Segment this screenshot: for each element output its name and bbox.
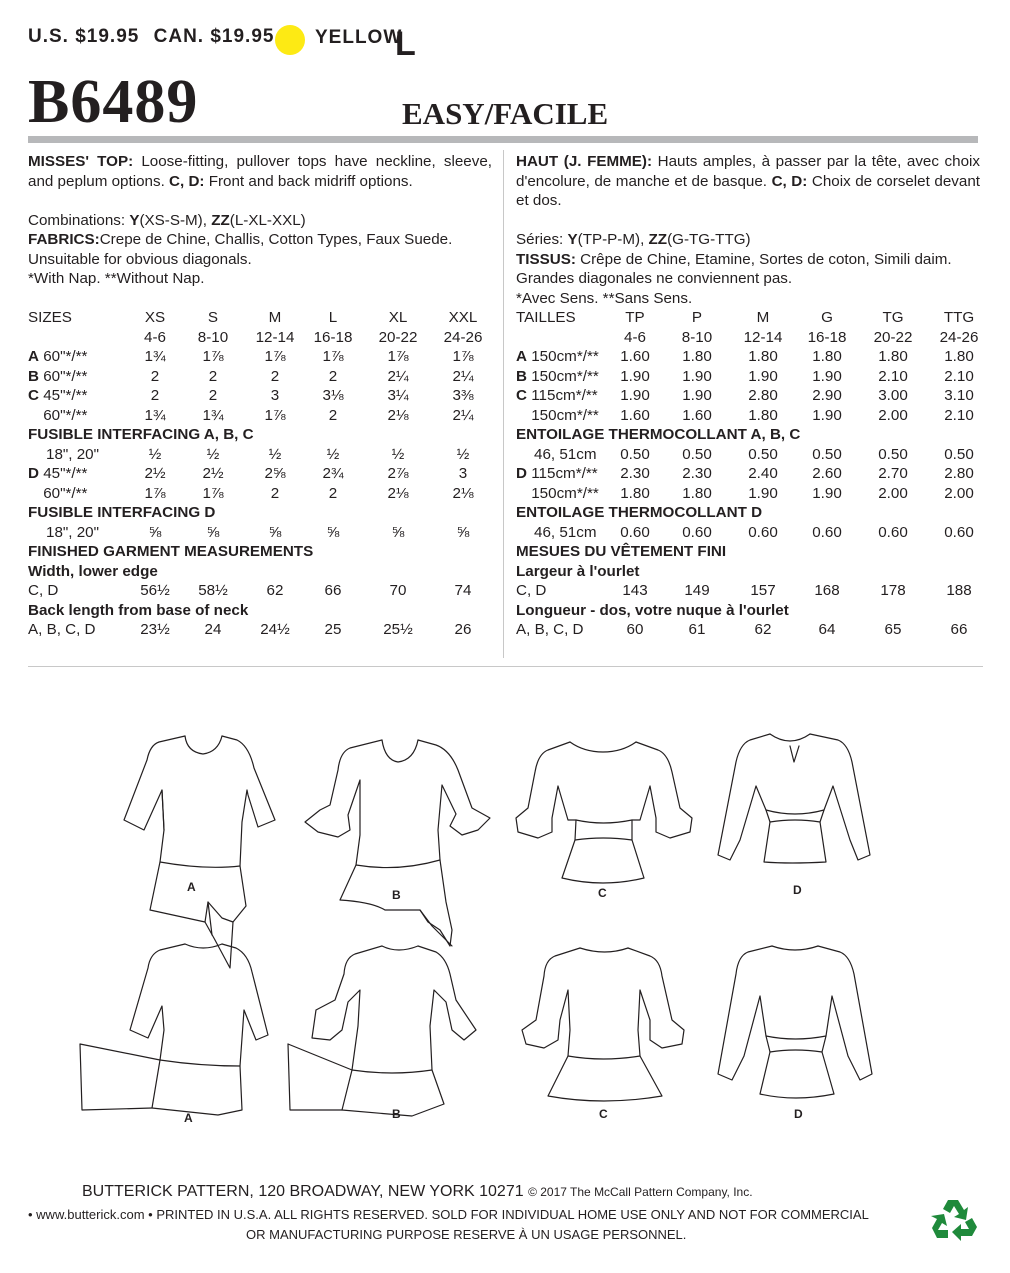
table-cell: 3.00 [878,387,908,404]
view-letter: D [516,465,527,482]
french-unsuitable: Grandes diagonales ne conviennent pas. [516,270,793,287]
table-cell: 1.90 [812,406,842,424]
table-cell: XL [388,309,408,326]
table-cell: 1.80 [682,484,712,502]
table-cell: 2⅞ [387,465,409,482]
view-b-back-drawing [288,946,476,1116]
view-d-back-drawing [718,946,872,1098]
table-cell: 2 [270,484,280,502]
table-cell: 3⅜ [452,387,474,404]
english-nap-note: *With Nap. **Without Nap. [28,270,205,287]
table-cell: 62 [266,582,284,599]
table-cell: 2 [270,367,280,385]
row-label: A, B, C, D [516,621,584,638]
table-cell: 1.80 [748,348,778,365]
table-cell: 70 [389,582,407,599]
english-description: MISSES' TOP: Loose-fitting, pullover tops have neckline, sleeve, and peplum options. C, D: Front and back midriff options. [28,153,492,190]
table-cell: TG [882,309,904,326]
table-cell: L [328,309,338,326]
french-description: HAUT (J. FEMME): Hauts amples, à passer par la tête, avec choix d'encolure, de manche et de basque. C, D: Choix de corselet devant et dos. [516,153,980,209]
table-cell: 178 [880,582,906,599]
view-label-b-back: B [392,1107,401,1121]
table-cell: 1.60 [682,406,712,424]
french-column [516,152,980,640]
length-label [28,601,492,621]
view-a-back-drawing [80,944,268,1115]
price-can: CAN. $19.95 [153,26,275,47]
table-cell: 2⅛ [452,484,474,502]
table-cell: 1⅞ [387,348,409,365]
row-label: C, D [28,582,59,599]
table-cell: 25 [324,621,342,638]
view-b-front-drawing [305,740,490,946]
view-label-c-front: C [598,886,607,900]
recycle-icon [928,1196,980,1246]
table-cell: ½ [326,445,340,463]
table-cell: 2.30 [682,465,712,482]
table-cell: 188 [946,582,972,599]
row-label [28,484,87,504]
table-cell: 2.70 [878,465,908,482]
row-label: Back length from base of neck [28,601,249,619]
fabric-width: 60"*/** [43,484,88,502]
table-cell: ½ [206,445,220,463]
table-cell: 2¼ [452,367,474,385]
table-cell: 2 [208,367,218,385]
table-cell: 24½ [260,621,290,638]
table-cell: 1¾ [144,406,166,424]
table-cell: 60 [626,621,644,638]
table-cell: XS [144,309,166,326]
table-cell: 2¼ [387,367,409,385]
width-label [28,562,492,582]
row-label [28,367,87,387]
row-label [28,406,87,426]
interfacing-d-row [516,523,980,543]
table-cell: 0.50 [620,445,650,463]
table-cell: 2.90 [812,387,842,404]
view-letter: B [516,367,527,385]
table-cell: 2.80 [944,465,974,482]
row-label: Longueur - dos, votre nuque à l'ourlet [516,601,789,619]
table-cell: 2.60 [812,465,842,482]
table-cell: 157 [750,582,776,599]
interfacing-d-row [28,523,492,543]
table-cell: 61 [688,621,706,638]
table-cell: ½ [391,445,405,463]
table-cell: 1.80 [812,348,842,365]
fabric-width: 115cm*/** [531,387,598,404]
table-cell: 66 [324,582,342,599]
table-cell: 2½ [202,465,224,482]
table-cell: 2 [328,406,338,424]
table-cell: 0.60 [748,523,778,541]
table-bottom-rule [28,666,983,667]
view-d-front-drawing [718,734,870,863]
fabric-width: 150cm*/** [531,367,599,385]
row-label: A, B, C, D [28,621,96,638]
table-cell: 1¾ [144,348,166,365]
row-label [516,386,598,406]
table-cell: S [207,309,219,326]
table-cell: 3 [458,465,468,482]
website-link[interactable]: www.butterick.com [36,1207,145,1222]
sizes-header-row [516,308,980,328]
table-cell: 1.80 [878,348,908,365]
row-label [516,347,599,367]
table-cell: 3.10 [944,387,974,404]
view-c-front-drawing [516,742,692,883]
row-label: 18", 20" [46,523,100,541]
table-cell: ½ [268,445,282,463]
table-cell: 64 [818,621,836,638]
yardage-row [516,347,980,367]
table-cell: 0.60 [944,523,974,541]
table-cell: 1⅞ [202,484,224,502]
yardage-row [28,406,492,426]
yardage-row-d [28,464,492,484]
english-yardage-table [28,308,492,640]
interfacing-d-header [28,503,492,523]
table-cell: 8-10 [681,328,713,346]
view-letter: C [516,387,527,404]
table-cell: 0.50 [812,445,842,463]
table-cell: 3 [270,387,280,404]
table-cell: 4-6 [624,328,646,346]
table-cell: 143 [622,582,648,599]
interfacing-abc-header [516,425,980,445]
table-cell: P [691,309,703,326]
table-cell: 2¾ [322,465,344,482]
table-cell: 1.90 [620,367,650,385]
view-c-back-drawing [522,948,684,1101]
price-us: U.S. $19.95 [28,26,140,47]
interfacing-d-header [516,503,980,523]
row-label: ENTOILAGE THERMOCOLLANT D [516,504,763,521]
table-cell: 0.50 [944,445,974,463]
view-label-d-back: D [794,1107,803,1121]
technical-drawings [0,690,1010,1160]
table-cell: ½ [456,445,470,463]
table-cell: 0.60 [620,523,650,541]
table-cell: 2.00 [878,484,908,502]
row-label: SIZES [28,309,72,326]
row-label: MESUES DU VÊTEMENT FINI [516,543,727,560]
table-cell: TTG [943,309,975,326]
table-cell: 1⅞ [452,348,474,365]
table-cell: 1⅞ [322,348,344,365]
english-unsuitable: Unsuitable for obvious diagonals. [28,250,252,268]
pattern-number: B6489 [28,68,199,136]
table-cell: 1.80 [748,406,778,424]
length-row [516,620,980,640]
table-cell: 2 [328,484,338,502]
table-cell: 2.00 [944,484,974,502]
table-cell: 2⅛ [387,484,409,502]
size-code: L [395,25,416,63]
table-cell: 74 [454,582,472,599]
yardage-row [516,386,980,406]
view-letter: A [28,348,39,365]
table-cell: 1⅞ [264,348,286,365]
table-cell: 1.60 [620,348,650,365]
table-cell: 1.90 [682,367,712,385]
size-numbers-row [516,328,980,348]
table-cell: 8-10 [197,328,229,346]
table-cell: 1⅞ [144,484,166,502]
row-label: 46, 51cm [534,445,597,463]
table-cell: 1.60 [620,406,650,424]
table-cell: 149 [684,582,710,599]
table-cell: 56½ [140,582,170,599]
french-combinations: Séries: Y(TP-P-M), ZZ(G-TG-TTG) [516,231,751,248]
footer-rights: • www.butterick.com • PRINTED IN U.S.A. ALL RIGHTS RESERVED. SOLD FOR INDIVIDUAL HOME USE ONLY AND NOT FOR COMMERCIAL [28,1207,869,1222]
table-cell: 3⅛ [322,387,344,404]
fabric-width: 60"*/** [43,348,88,365]
row-label: TAILLES [516,309,576,326]
table-cell: 3¼ [387,387,409,404]
table-cell: 12-14 [743,328,783,346]
price-line [28,26,282,48]
french-nap-note: *Avec Sens. **Sans Sens. [516,289,693,307]
table-cell: 2.30 [620,465,650,482]
table-cell: 2½ [144,465,166,482]
finished-header [28,542,492,562]
table-cell: 20-22 [873,328,913,346]
view-label-a-back: A [184,1111,193,1125]
table-cell: 0.50 [682,445,712,463]
view-label-b-front: B [392,888,401,902]
table-cell: 2 [208,387,218,404]
view-letter: A [516,348,527,365]
sizes-header-row [28,308,492,328]
view-a-front-drawing [124,736,275,968]
table-cell: 66 [950,621,968,638]
yardage-row [516,367,980,387]
row-label: 46, 51cm [534,523,597,541]
yardage-row [516,406,980,426]
finished-header [516,542,980,562]
table-cell: 1.90 [812,484,842,502]
table-cell: G [821,309,833,326]
yardage-row [28,347,492,367]
table-cell: 1.80 [682,348,712,365]
table-cell: 16-18 [807,328,847,346]
row-label [516,406,599,426]
fabric-width: 150cm*/** [531,348,599,365]
view-letter: D [28,465,39,482]
table-cell: ⅝ [326,523,340,541]
table-cell: ⅝ [206,523,220,541]
view-letter: C [28,387,39,404]
size-numbers-row [28,328,492,348]
yardage-row-d [28,484,492,504]
length-label [516,601,980,621]
fabric-width: 115cm*/** [531,465,598,482]
interfacing-abc-header [28,425,492,445]
table-cell: 2¼ [452,406,474,424]
table-cell: 1.90 [682,387,712,404]
table-cell: 2.00 [878,406,908,424]
color-dot [275,25,305,55]
row-label [516,367,599,387]
table-cell: TP [625,309,645,326]
yardage-row-d [516,484,980,504]
table-cell: ⅝ [456,523,470,541]
table-cell: 0.60 [812,523,842,541]
table-cell: 2⅝ [264,465,286,482]
table-cell: 62 [754,621,772,638]
table-cell: 16-18 [313,328,353,346]
table-cell: M [756,309,770,326]
table-cell: 168 [814,582,840,599]
fabric-width: 45"*/** [43,465,88,482]
fabric-width: 150cm*/** [531,484,599,502]
table-cell: 4-6 [144,328,166,346]
table-cell: 1.90 [748,367,778,385]
fabric-width: 60"*/** [43,406,88,424]
fabric-width: 45"*/** [43,387,88,404]
width-label [516,562,980,582]
table-cell: 1.90 [748,484,778,502]
row-label: FINISHED GARMENT MEASUREMENTS [28,543,314,560]
table-cell: 25½ [383,621,413,638]
table-cell: 24-26 [443,328,483,346]
table-cell: 0.50 [748,445,778,463]
table-cell: M [268,309,282,326]
interfacing-abc-row [516,445,980,465]
width-row [516,581,980,601]
french-yardage-table [516,308,980,640]
table-cell: 1⅞ [264,406,286,424]
table-cell: 2.40 [748,465,778,482]
table-cell: ⅝ [148,523,162,541]
table-cell: 58½ [198,582,228,599]
table-cell: 12-14 [255,328,295,346]
table-cell: 24 [204,621,222,638]
fabric-width: 150cm*/** [531,406,599,424]
table-cell: 1.80 [620,484,650,502]
table-cell: 2.10 [878,367,908,385]
row-label [28,464,87,484]
table-cell: 65 [884,621,902,638]
row-label [28,347,87,367]
row-label [516,484,599,504]
table-cell: 26 [454,621,472,638]
width-row [28,581,492,601]
row-label: 18", 20" [46,445,100,463]
fabric-width: 60"*/** [43,367,88,385]
table-cell: ⅝ [268,523,282,541]
table-cell: 0.50 [878,445,908,463]
color-name: YELLOW [315,27,403,48]
table-cell: 2 [150,367,160,385]
yardage-row [28,386,492,406]
row-label: Width, lower edge [28,562,158,580]
difficulty-label: EASY/FACILE [402,96,609,131]
table-cell: 2.10 [944,367,974,385]
table-cell: 1.90 [620,387,650,404]
table-cell: 2⅛ [387,406,409,424]
interfacing-abc-row [28,445,492,465]
view-label-a-front: A [187,880,196,894]
table-cell: 0.60 [682,523,712,541]
table-cell: 2.10 [944,406,974,424]
table-cell: ⅝ [391,523,405,541]
row-label: FUSIBLE INTERFACING D [28,504,216,521]
row-label: FUSIBLE INTERFACING A, B, C [28,426,254,443]
english-combinations: Combinations: Y(XS-S-M), ZZ(L-XL-XXL) [28,211,306,229]
table-cell: 0.60 [878,523,908,541]
header-rule [28,136,978,143]
english-fabrics: FABRICS:Crepe de Chine, Challis, Cotton Types, Faux Suede. [28,231,453,248]
row-label [516,464,598,484]
english-column [28,152,492,640]
table-cell: 23½ [140,621,170,638]
length-row [28,620,492,640]
row-label [28,386,87,406]
table-cell: 1¾ [202,406,224,424]
table-cell: 1.80 [944,348,974,365]
table-cell: XXL [448,309,478,326]
table-cell: 20-22 [378,328,418,346]
footer-address: BUTTERICK PATTERN, 120 BROADWAY, NEW YORK 10271 © 2017 The McCall Pattern Company, Inc. [82,1183,753,1200]
french-fabrics: TISSUS: Crêpe de Chine, Etamine, Sortes de coton, Simili daim. [516,250,952,268]
table-cell: ½ [148,445,162,463]
yardage-row [28,367,492,387]
row-label: C, D [516,582,547,599]
view-label-d-front: D [793,883,802,897]
table-cell: 24-26 [939,328,979,346]
table-cell: 2 [150,387,160,404]
table-cell: 2.80 [748,387,778,404]
row-label: ENTOILAGE THERMOCOLLANT A, B, C [516,426,801,443]
table-cell: 2 [328,367,338,385]
column-divider [503,150,504,658]
row-label: Largeur à l'ourlet [516,562,640,580]
table-cell: 1⅞ [202,348,224,365]
yardage-row-d [516,464,980,484]
footer-rights-2: OR MANUFACTURING PURPOSE RESERVE À UN USAGE PERSONNEL. [246,1227,687,1242]
view-letter: B [28,367,39,385]
view-label-c-back: C [599,1107,608,1121]
table-cell: 1.90 [812,367,842,385]
